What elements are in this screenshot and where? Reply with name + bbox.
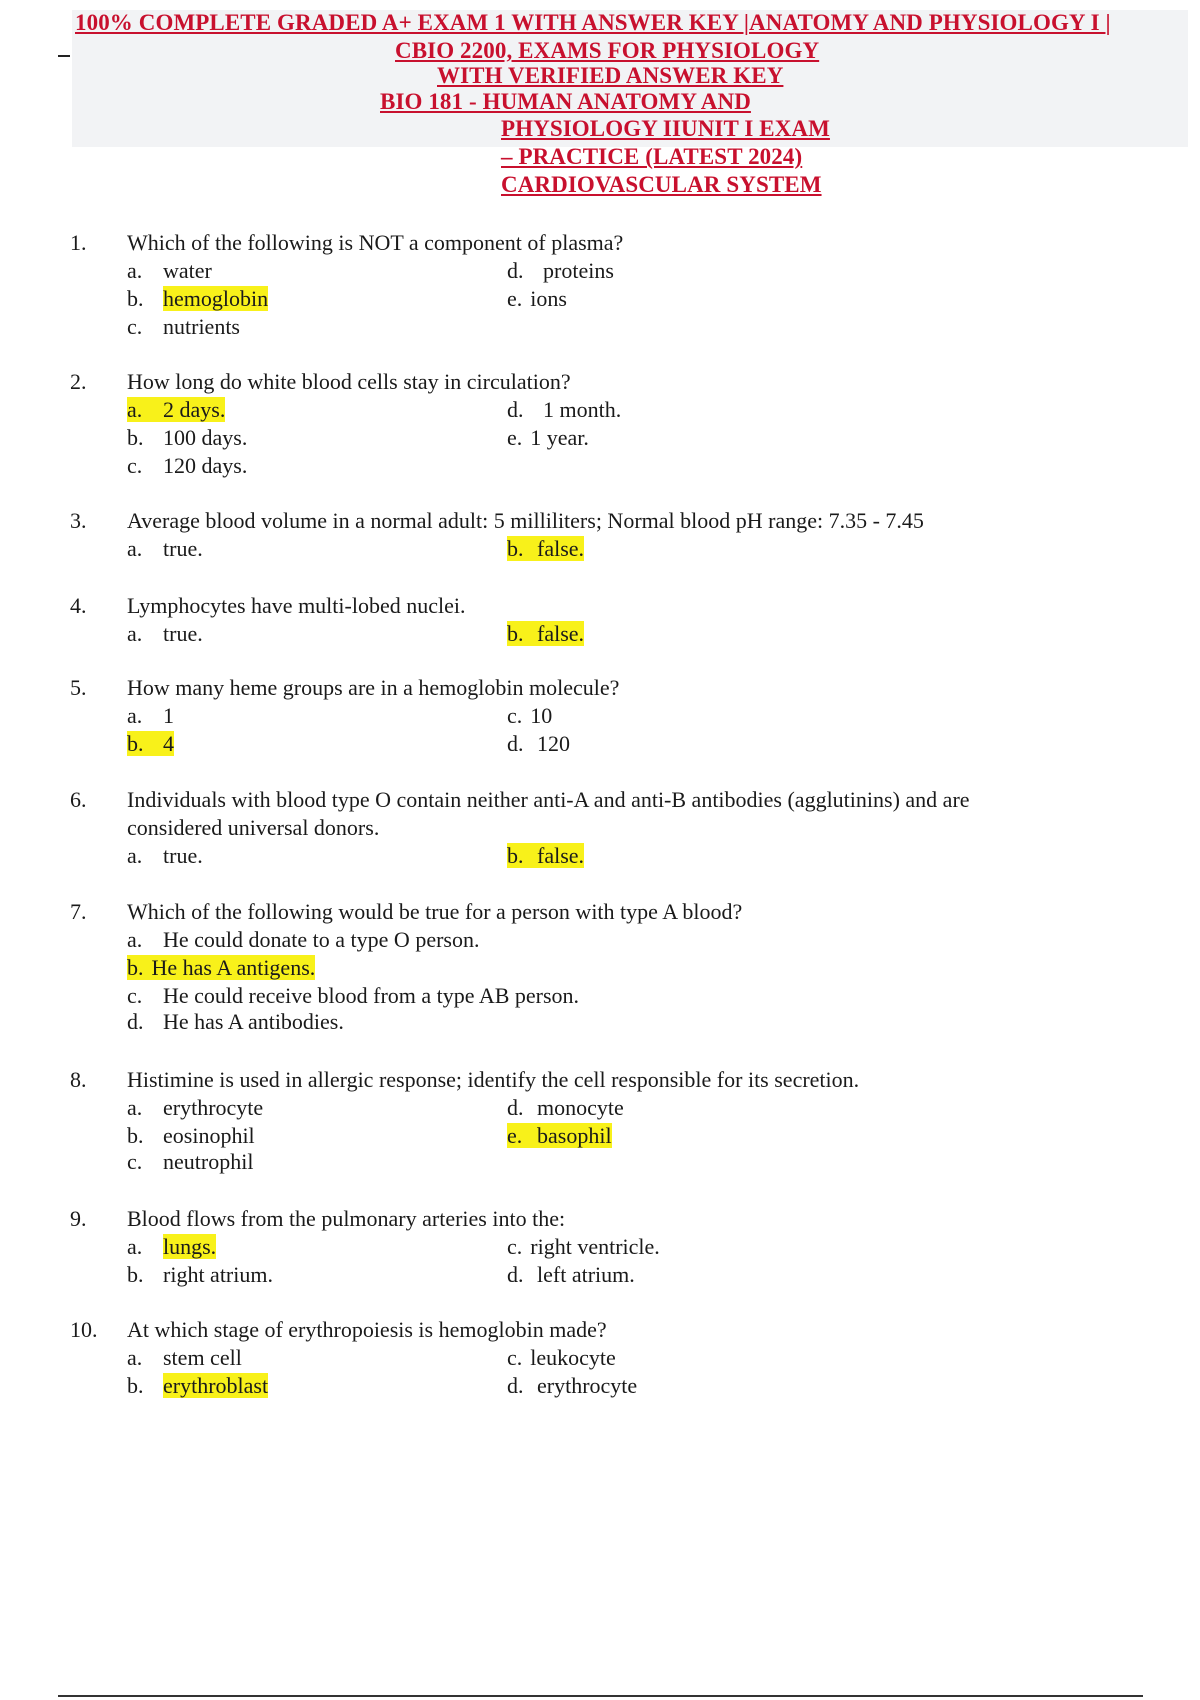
title-line-7: CARDIOVASCULAR SYSTEM — [501, 172, 822, 197]
option-b — [507, 842, 584, 870]
option-c — [127, 1148, 253, 1176]
option-letter: c. — [127, 1149, 143, 1174]
option-text: true. — [163, 536, 203, 561]
question-number: 4. — [70, 593, 87, 618]
option-text: He could receive blood from a type AB person. — [163, 983, 580, 1008]
option-b — [507, 535, 584, 563]
question-1 — [70, 229, 1130, 349]
option-letter: d. — [507, 1373, 524, 1398]
option-letter: d. — [507, 397, 524, 422]
option-text-highlighted: He has A antigens. — [151, 955, 316, 980]
question-number: 3. — [70, 508, 87, 533]
option-letter: d. — [127, 1009, 144, 1034]
option-letter: a. — [127, 1345, 143, 1370]
option-letter: a. — [127, 843, 143, 868]
option-letter: b. — [507, 843, 524, 868]
question-text-line-2: considered universal donors. — [127, 815, 380, 840]
option-text-highlighted: 4 — [163, 731, 174, 756]
option-letter: b. — [127, 1123, 144, 1148]
option-letter: b. — [127, 1262, 144, 1287]
option-text: water — [163, 258, 212, 283]
option-letter: c. — [127, 453, 143, 478]
option-c — [507, 702, 552, 730]
option-c — [127, 982, 579, 1010]
option-letter: a. — [127, 1234, 143, 1259]
option-text: true. — [163, 843, 203, 868]
option-c — [507, 1233, 660, 1261]
option-text: 120 days. — [163, 453, 248, 478]
option-a — [127, 620, 203, 648]
option-text: 10 — [530, 703, 553, 728]
option-text: right atrium. — [163, 1262, 273, 1287]
header-dash — [58, 55, 70, 57]
option-c — [127, 452, 247, 480]
title-line-1: 100% COMPLETE GRADED A+ EXAM 1 WITH ANSWER KEY |ANATOMY AND PHYSIOLOGY I | — [75, 10, 1111, 35]
option-text-highlighted: erythroblast — [163, 1373, 269, 1398]
option-text: leukocyte — [530, 1345, 616, 1370]
option-text: He could donate to a type O person. — [163, 927, 480, 952]
question-2 — [70, 368, 1130, 488]
option-letter: c. — [507, 703, 523, 728]
title-line-6: – PRACTICE (LATEST 2024) — [501, 144, 803, 169]
option-text: proteins — [543, 258, 614, 283]
question-7 — [70, 898, 1130, 1034]
question-number: 8. — [70, 1067, 87, 1092]
question-text: Histimine is used in allergic response; identify the cell responsible for its secretion. — [127, 1067, 860, 1092]
option-d — [507, 1094, 624, 1122]
question-8 — [70, 1066, 1130, 1186]
question-number: 1. — [70, 230, 87, 255]
option-a — [127, 926, 479, 954]
question-text: At which stage of erythropoiesis is hemoglobin made? — [127, 1317, 607, 1342]
option-text: right ventricle. — [530, 1234, 660, 1259]
question-number: 7. — [70, 899, 87, 924]
option-letter: c. — [507, 1345, 523, 1370]
option-b — [127, 1122, 255, 1150]
option-e — [507, 285, 567, 313]
option-text: erythrocyte — [163, 1095, 264, 1120]
question-text: Blood flows from the pulmonary arteries into the: — [127, 1206, 566, 1231]
option-text: 1 month. — [543, 397, 622, 422]
option-letter: c. — [127, 314, 143, 339]
option-letter: b. — [507, 621, 524, 646]
option-letter: b. — [127, 955, 144, 980]
option-a — [127, 1233, 216, 1261]
option-text: 1 — [163, 703, 174, 728]
question-4 — [70, 592, 1130, 652]
option-c — [127, 313, 240, 341]
question-9 — [70, 1205, 1130, 1295]
option-text: nutrients — [163, 314, 240, 339]
option-letter: a. — [127, 1095, 143, 1120]
option-d — [507, 730, 570, 758]
option-letter: a. — [127, 536, 143, 561]
question-text: How many heme groups are in a hemoglobin molecule? — [127, 675, 620, 700]
option-text: erythrocyte — [537, 1373, 638, 1398]
option-letter: b. — [127, 286, 144, 311]
option-b — [127, 1261, 273, 1289]
option-text: 120 — [537, 731, 570, 756]
option-b — [127, 424, 247, 452]
option-d — [127, 1008, 344, 1036]
option-text: 1 year. — [530, 425, 589, 450]
option-text: monocyte — [537, 1095, 624, 1120]
option-b — [127, 954, 315, 982]
question-5 — [70, 674, 1130, 764]
option-text: neutrophil — [163, 1149, 254, 1174]
option-text-highlighted: hemoglobin — [163, 286, 269, 311]
option-letter: c. — [507, 1234, 523, 1259]
question-text: Individuals with blood type O contain neither anti-A and anti-B antibodies (agglutinins) and are — [127, 787, 970, 812]
question-number: 2. — [70, 369, 87, 394]
question-number: 9. — [70, 1206, 87, 1231]
option-letter: a. — [127, 258, 143, 283]
option-b — [127, 285, 268, 313]
question-text: Lymphocytes have multi-lobed nuclei. — [127, 593, 466, 618]
option-text: left atrium. — [537, 1262, 635, 1287]
option-b — [127, 1372, 268, 1400]
question-text: Which of the following would be true for a person with type A blood? — [127, 899, 743, 924]
option-text-highlighted: false. — [537, 621, 585, 646]
option-d — [507, 396, 621, 424]
option-b — [127, 730, 174, 758]
option-e — [507, 1122, 612, 1150]
option-letter: b. — [127, 425, 144, 450]
title-line-3: WITH VERIFIED ANSWER KEY — [437, 63, 784, 88]
title-line-5: PHYSIOLOGY IIUNIT I EXAM — [501, 116, 830, 141]
option-d — [507, 1261, 635, 1289]
option-letter: d. — [507, 1262, 524, 1287]
option-letter: a. — [127, 621, 143, 646]
option-text-highlighted: 2 days. — [163, 397, 226, 422]
option-letter: d. — [507, 258, 524, 283]
option-e — [507, 424, 589, 452]
option-letter: b. — [127, 731, 144, 756]
option-text: eosinophil — [163, 1123, 255, 1148]
option-text-highlighted: false. — [537, 536, 585, 561]
footer-rule — [58, 1695, 1143, 1697]
question-10 — [70, 1316, 1130, 1406]
option-text-highlighted: lungs. — [163, 1234, 217, 1259]
question-6 — [70, 786, 1130, 876]
question-number: 5. — [70, 675, 87, 700]
option-letter: d. — [507, 731, 524, 756]
option-letter: e. — [507, 425, 523, 450]
option-letter: e. — [507, 1123, 523, 1148]
option-a — [127, 1094, 263, 1122]
title-line-4: BIO 181 - HUMAN ANATOMY AND — [380, 89, 751, 114]
option-letter: b. — [507, 536, 524, 561]
option-letter: e. — [507, 286, 523, 311]
option-text-highlighted: false. — [537, 843, 585, 868]
option-d — [507, 257, 614, 285]
option-text: true. — [163, 621, 203, 646]
question-number: 10. — [70, 1317, 98, 1342]
question-3 — [70, 507, 1130, 567]
option-a — [127, 396, 225, 424]
option-a — [127, 257, 212, 285]
question-number: 6. — [70, 787, 87, 812]
option-c — [507, 1344, 616, 1372]
option-letter: c. — [127, 983, 143, 1008]
question-text: Average blood volume in a normal adult: 5 milliliters; Normal blood pH range: 7.35 - 7.45 — [127, 508, 924, 533]
option-a — [127, 535, 203, 563]
option-a — [127, 842, 203, 870]
option-letter: a. — [127, 397, 143, 422]
option-letter: d. — [507, 1095, 524, 1120]
option-text: He has A antibodies. — [163, 1009, 344, 1034]
option-letter: a. — [127, 927, 143, 952]
option-text: stem cell — [163, 1345, 242, 1370]
title-line-2: CBIO 2200, EXAMS FOR PHYSIOLOGY — [395, 38, 820, 63]
question-text: How long do white blood cells stay in circulation? — [127, 369, 571, 394]
option-text: ions — [530, 286, 567, 311]
option-d — [507, 1372, 637, 1400]
option-a — [127, 1344, 242, 1372]
option-letter: b. — [127, 1373, 144, 1398]
option-text: 100 days. — [163, 425, 248, 450]
option-b — [507, 620, 584, 648]
option-letter: a. — [127, 703, 143, 728]
option-text-highlighted: basophil — [537, 1123, 612, 1148]
question-text: Which of the following is NOT a component of plasma? — [127, 230, 624, 255]
option-a — [127, 702, 174, 730]
